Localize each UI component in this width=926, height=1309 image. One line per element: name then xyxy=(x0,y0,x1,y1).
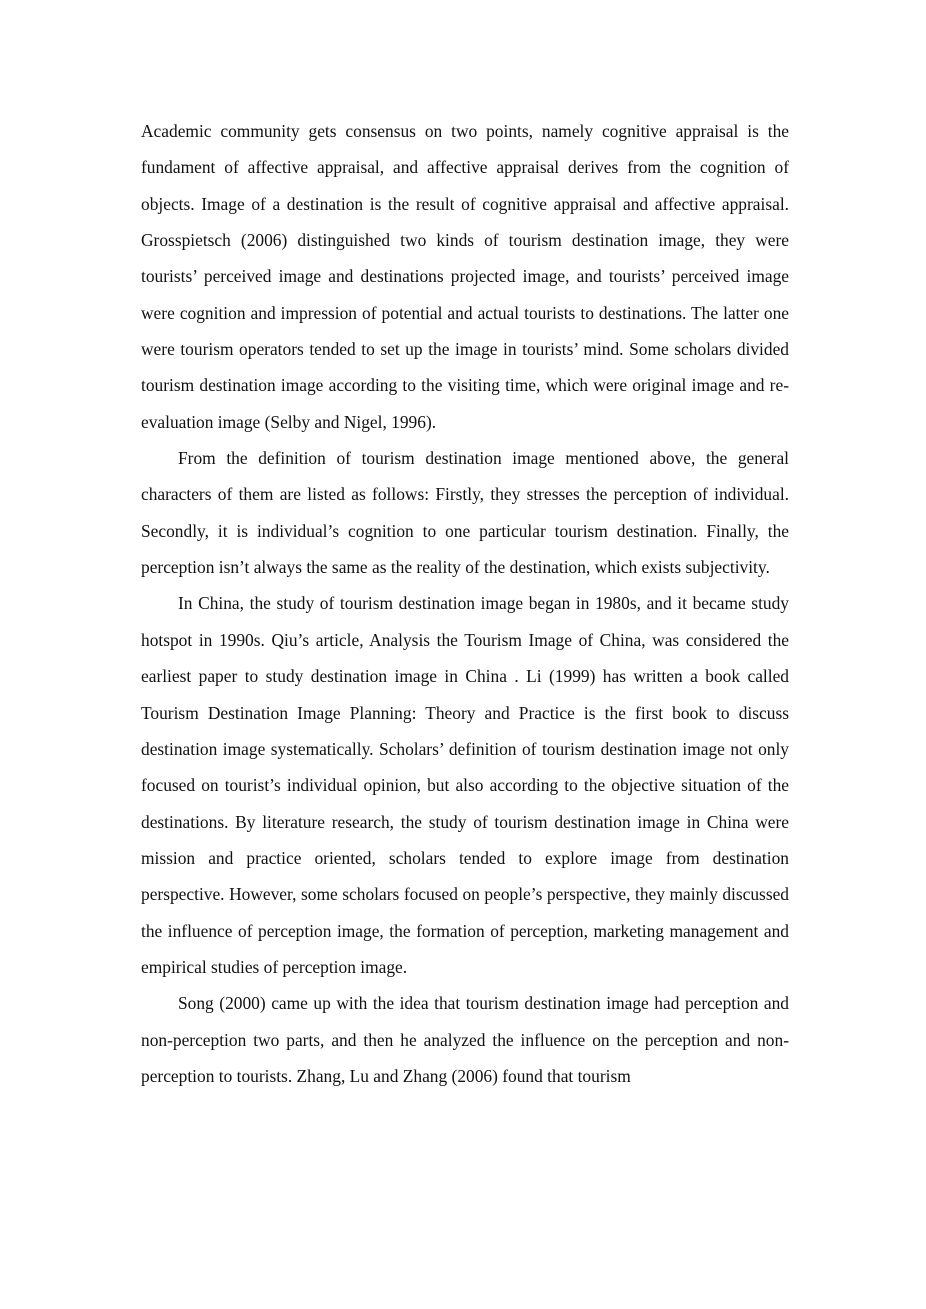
body-text xyxy=(141,113,789,1094)
paragraph: Song (2000) came up with the idea that tourism destination image had perception and non-perception two parts, and then he analyzed the influence on the perception and non-perception to tourists. Zhang, Lu and Zhang (2006) found that tourism xyxy=(141,993,789,1086)
paragraph: In China, the study of tourism destination image began in 1980s, and it became study hotspot in 1990s. Qiu’s article, Analysis the Tourism Image of China, was considered the earliest paper to study destination image in China . Li (1999) has written a book called Tourism Destination Image Planning: Theory and Practice is the first book to discuss destination image systematically. Scholars’ definition of tourism destination image not only focused on tourist’s individual opinion, but also according to the objective situation of the destinations. By literature research, the study of tourism destination image in China were mission and practice oriented, scholars tended to explore image from destination perspective. However, some scholars focused on people’s perspective, they mainly discussed the influence of perception image, the formation of perception, marketing management and empirical studies of perception image. xyxy=(141,593,789,977)
paragraph: Academic community gets consensus on two points, namely cognitive appraisal is the fundament of affective appraisal, and affective appraisal derives from the cognition of objects. Image of a destination is the result of cognitive appraisal and affective appraisal. Grosspietsch (2006) distinguished two kinds of tourism destination image, they were tourists’ perceived image and destinations projected image, and tourists’ perceived image were cognition and impression of potential and actual tourists to destinations. The latter one were tourism operators tended to set up the image in tourists’ mind. Some scholars divided tourism destination image according to the visiting time, which were original image and re-evaluation image (Selby and Nigel, 1996). xyxy=(141,121,789,432)
paragraph: From the definition of tourism destination image mentioned above, the general characters of them are listed as follows: Firstly, they stresses the perception of individual. Secondly, it is individual’s cognition to one particular tourism destination. Finally, the perception isn’t always the same as the reality of the destination, which exists subjectivity. xyxy=(141,448,789,578)
